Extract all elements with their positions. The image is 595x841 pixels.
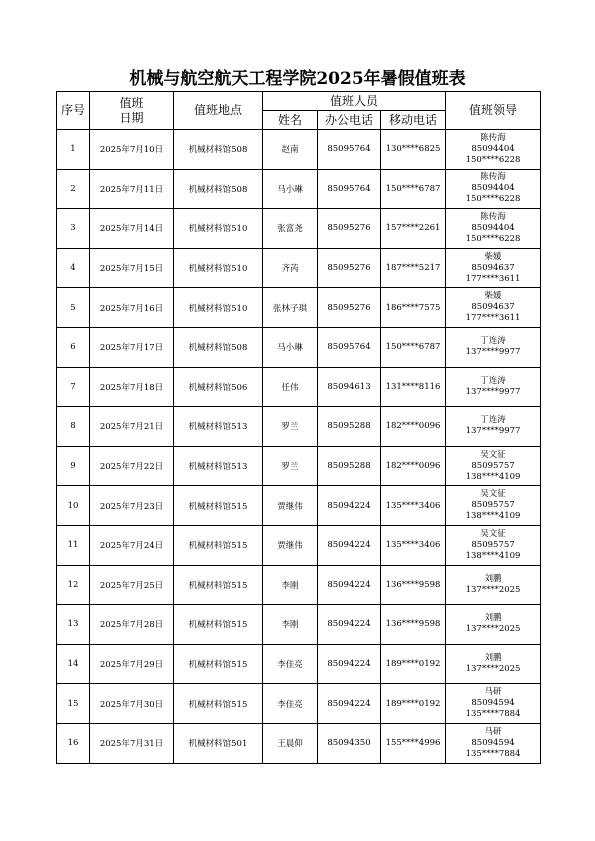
cell-date: 2025年7月10日 — [90, 130, 174, 170]
table-row — [57, 565, 541, 605]
leader-line: 陈传海 — [480, 211, 506, 222]
cell-name: 李佳亮 — [263, 644, 318, 684]
leader-line: 135****7884 — [465, 709, 521, 720]
cell-name: 赵南 — [263, 130, 318, 170]
cell-office-phone: 85095276 — [318, 209, 381, 249]
cell-mobile: 150****6787 — [381, 169, 446, 209]
table-row — [57, 684, 541, 724]
table-row — [57, 525, 541, 565]
cell-seq: 12 — [57, 565, 90, 605]
cell-office-phone: 85095764 — [318, 169, 381, 209]
cell-date: 2025年7月31日 — [90, 723, 174, 763]
cell-date: 2025年7月18日 — [90, 367, 174, 407]
cell-seq: 4 — [57, 248, 90, 288]
cell-location: 机械材料馆510 — [174, 288, 263, 328]
leader-line: 刘鹏 — [484, 573, 502, 584]
cell-leader — [446, 327, 541, 367]
cell-office-phone: 85095288 — [318, 407, 381, 447]
cell-leader — [446, 723, 541, 763]
header-staff-group: 值班人员 — [263, 92, 446, 111]
cell-leader — [446, 209, 541, 249]
header-office-phone: 办公电话 — [318, 111, 381, 130]
cell-location: 机械材料馆515 — [174, 486, 263, 526]
cell-leader — [446, 446, 541, 486]
cell-seq: 8 — [57, 407, 90, 447]
cell-seq: 7 — [57, 367, 90, 407]
cell-mobile: 157****2261 — [381, 209, 446, 249]
cell-leader — [446, 684, 541, 724]
table-row — [57, 288, 541, 328]
cell-name: 马小琳 — [263, 327, 318, 367]
leader-line: 85094637 — [471, 302, 515, 313]
table-row — [57, 248, 541, 288]
leader-line: 138****4109 — [465, 471, 521, 482]
cell-location: 机械材料馆510 — [174, 209, 263, 249]
leader-line: 85094404 — [471, 222, 515, 233]
leader-line: 137****9977 — [465, 426, 521, 437]
cell-mobile: 189****0192 — [381, 684, 446, 724]
cell-leader — [446, 565, 541, 605]
cell-office-phone: 85094350 — [318, 723, 381, 763]
leader-line: 150****6228 — [465, 194, 521, 205]
cell-name: 贾继伟 — [263, 486, 318, 526]
leader-line: 150****6228 — [465, 233, 521, 244]
header-location: 值班地点 — [174, 92, 263, 130]
cell-date: 2025年7月28日 — [90, 605, 174, 645]
leader-line: 吴文征 — [480, 449, 506, 460]
leader-line: 150****6228 — [465, 154, 521, 165]
leader-line: 85094637 — [471, 262, 515, 273]
leader-line: 马研 — [484, 687, 502, 698]
cell-location: 机械材料馆515 — [174, 644, 263, 684]
page-title: 机械与航空航天工程学院2025年暑假值班表 — [129, 69, 466, 89]
cell-office-phone: 85095276 — [318, 248, 381, 288]
cell-office-phone: 85095276 — [318, 288, 381, 328]
table-row — [57, 209, 541, 249]
cell-office-phone: 85094224 — [318, 565, 381, 605]
cell-mobile: 135****3406 — [381, 525, 446, 565]
roster-body — [57, 130, 541, 764]
leader-line: 陈传海 — [480, 132, 506, 143]
cell-date: 2025年7月30日 — [90, 684, 174, 724]
cell-seq: 15 — [57, 684, 90, 724]
cell-date: 2025年7月21日 — [90, 407, 174, 447]
cell-mobile: 186****7575 — [381, 288, 446, 328]
leader-line: 137****9977 — [465, 386, 521, 397]
cell-name: 张富尧 — [263, 209, 318, 249]
cell-name: 李刚 — [263, 565, 318, 605]
cell-seq: 9 — [57, 446, 90, 486]
cell-location: 机械材料馆508 — [174, 130, 263, 170]
header-date — [90, 92, 174, 130]
cell-seq: 3 — [57, 209, 90, 249]
table-row — [57, 327, 541, 367]
leader-line: 138****4109 — [465, 550, 521, 561]
cell-mobile: 182****0096 — [381, 407, 446, 447]
leader-line: 陈传海 — [480, 172, 506, 183]
leader-line: 177****3611 — [465, 313, 521, 324]
leader-line: 177****3611 — [465, 273, 521, 284]
leader-line: 135****7884 — [465, 748, 521, 759]
cell-date: 2025年7月24日 — [90, 525, 174, 565]
leader-line: 柴媛 — [484, 251, 502, 262]
leader-line: 85095757 — [471, 500, 515, 511]
cell-seq: 6 — [57, 327, 90, 367]
cell-seq: 16 — [57, 723, 90, 763]
cell-mobile: 135****3406 — [381, 486, 446, 526]
cell-leader — [446, 367, 541, 407]
header-mobile: 移动电话 — [381, 111, 446, 130]
cell-date: 2025年7月25日 — [90, 565, 174, 605]
cell-date: 2025年7月16日 — [90, 288, 174, 328]
cell-location: 机械材料馆510 — [174, 248, 263, 288]
cell-name: 齐芮 — [263, 248, 318, 288]
cell-location: 机械材料馆515 — [174, 684, 263, 724]
leader-line: 马研 — [484, 726, 502, 737]
table-row — [57, 644, 541, 684]
leader-line: 吴文征 — [480, 489, 506, 500]
cell-seq: 11 — [57, 525, 90, 565]
table-row — [57, 130, 541, 170]
cell-seq: 13 — [57, 605, 90, 645]
cell-mobile: 187****5217 — [381, 248, 446, 288]
table-row — [57, 367, 541, 407]
cell-location: 机械材料馆515 — [174, 605, 263, 645]
cell-location: 机械材料馆515 — [174, 525, 263, 565]
cell-leader — [446, 288, 541, 328]
cell-date: 2025年7月23日 — [90, 486, 174, 526]
leader-line: 丁连涛 — [480, 336, 506, 347]
cell-name: 罗兰 — [263, 446, 318, 486]
table-row — [57, 407, 541, 447]
cell-date: 2025年7月15日 — [90, 248, 174, 288]
leader-line: 丁连涛 — [480, 415, 506, 426]
cell-office-phone: 85095764 — [318, 130, 381, 170]
cell-mobile: 182****0096 — [381, 446, 446, 486]
duty-roster-table — [56, 91, 541, 764]
cell-seq: 5 — [57, 288, 90, 328]
cell-name: 罗兰 — [263, 407, 318, 447]
table-row — [57, 605, 541, 645]
cell-date: 2025年7月29日 — [90, 644, 174, 684]
cell-name: 马小琳 — [263, 169, 318, 209]
cell-leader — [446, 605, 541, 645]
cell-office-phone: 85094224 — [318, 684, 381, 724]
cell-office-phone: 85094224 — [318, 525, 381, 565]
cell-name: 王晨仰 — [263, 723, 318, 763]
cell-mobile: 131****8116 — [381, 367, 446, 407]
header-date-line2: 日期 — [119, 110, 144, 125]
cell-mobile: 150****6787 — [381, 327, 446, 367]
header-date-line1: 值班 — [119, 95, 144, 110]
cell-date: 2025年7月22日 — [90, 446, 174, 486]
cell-date: 2025年7月14日 — [90, 209, 174, 249]
table-row — [57, 723, 541, 763]
cell-name: 李刚 — [263, 605, 318, 645]
table-row — [57, 446, 541, 486]
cell-seq: 10 — [57, 486, 90, 526]
leader-line: 137****2025 — [465, 664, 521, 675]
cell-leader — [446, 525, 541, 565]
cell-date: 2025年7月17日 — [90, 327, 174, 367]
cell-location: 机械材料馆506 — [174, 367, 263, 407]
leader-line: 丁连涛 — [480, 375, 506, 386]
header-leader: 值班领导 — [446, 92, 541, 130]
leader-line: 85094404 — [471, 183, 515, 194]
leader-line: 柴媛 — [484, 291, 502, 302]
cell-leader — [446, 169, 541, 209]
header-seq: 序号 — [57, 92, 90, 130]
cell-seq: 2 — [57, 169, 90, 209]
cell-office-phone: 85094613 — [318, 367, 381, 407]
table-row — [57, 169, 541, 209]
cell-location: 机械材料馆508 — [174, 169, 263, 209]
cell-location: 机械材料馆508 — [174, 327, 263, 367]
header-name: 姓名 — [263, 111, 318, 130]
leader-line: 吴文征 — [480, 528, 506, 539]
cell-location: 机械材料馆501 — [174, 723, 263, 763]
cell-seq: 14 — [57, 644, 90, 684]
leader-line: 137****2025 — [465, 584, 521, 595]
cell-office-phone: 85094224 — [318, 605, 381, 645]
cell-office-phone: 85095288 — [318, 446, 381, 486]
cell-office-phone: 85094224 — [318, 644, 381, 684]
cell-name: 贾继伟 — [263, 525, 318, 565]
cell-name: 任伟 — [263, 367, 318, 407]
cell-seq: 1 — [57, 130, 90, 170]
header-row-1 — [57, 92, 541, 111]
leader-line: 137****9977 — [465, 347, 521, 358]
cell-leader — [446, 486, 541, 526]
leader-line: 85094594 — [471, 737, 515, 748]
cell-date: 2025年7月11日 — [90, 169, 174, 209]
table-row — [57, 486, 541, 526]
cell-leader — [446, 407, 541, 447]
cell-mobile: 136****9598 — [381, 605, 446, 645]
cell-location: 机械材料馆515 — [174, 565, 263, 605]
leader-line: 85095757 — [471, 539, 515, 550]
cell-office-phone: 85095764 — [318, 327, 381, 367]
leader-line: 刘鹏 — [484, 653, 502, 664]
leader-line: 138****4109 — [465, 511, 521, 522]
cell-office-phone: 85094224 — [318, 486, 381, 526]
cell-mobile: 155****4996 — [381, 723, 446, 763]
leader-line: 刘鹏 — [484, 613, 502, 624]
leader-line: 137****2025 — [465, 624, 521, 635]
cell-name: 张林子琪 — [263, 288, 318, 328]
cell-mobile: 130****6825 — [381, 130, 446, 170]
cell-location: 机械材料馆513 — [174, 407, 263, 447]
leader-line: 85095757 — [471, 460, 515, 471]
cell-name: 李佳亮 — [263, 684, 318, 724]
cell-leader — [446, 248, 541, 288]
cell-leader — [446, 130, 541, 170]
cell-leader — [446, 644, 541, 684]
cell-mobile: 136****9598 — [381, 565, 446, 605]
cell-location: 机械材料馆513 — [174, 446, 263, 486]
leader-line: 85094404 — [471, 143, 515, 154]
cell-mobile: 189****0192 — [381, 644, 446, 684]
leader-line: 85094594 — [471, 698, 515, 709]
